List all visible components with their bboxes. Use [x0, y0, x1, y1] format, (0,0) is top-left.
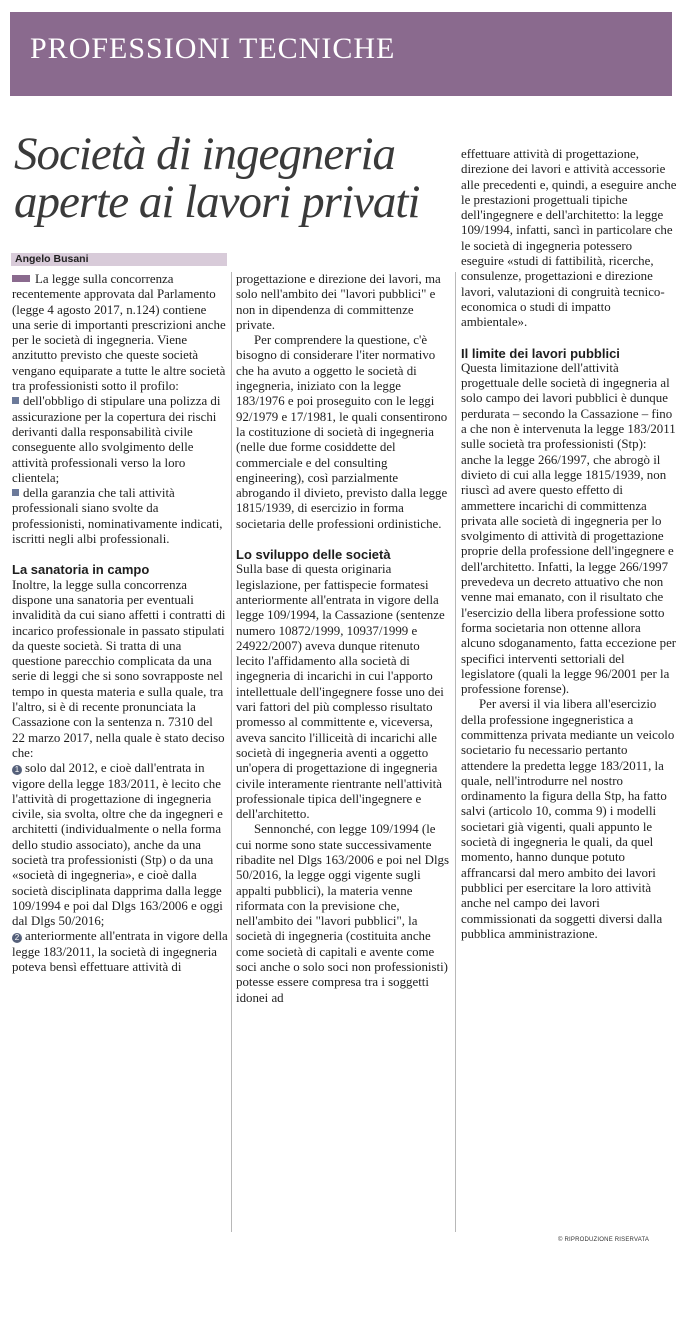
- column-1: [12, 272, 228, 975]
- paragraph: Sulla base di questa originaria legislazione, per fattispecie formatesi anteriormente all'entrata in vigore della legge 109/1994, la Cassazione (sentenze numero 10872/1999, 10937/1999 e 24922/2007) aveva dunque ritenuto lecito l'affidamento alla società di ingegneria di incarichi in cui l'apporto intellettuale dell'ingegnere fosse uno dei vari fattori del più complesso risultato promesso al committente e, viceversa, aveva sancito l'illiceità di incarichi alle società di ingegneria aventi a oggetto un'opera di progettazione di ingegneria civile interamente rientrante nell'attività professionale tipica dell'ingegnere e dell'architetto.: [236, 562, 445, 822]
- copyright-notice: © RIPRODUZIONE RISERVATA: [558, 1237, 650, 1243]
- author-name: Angelo Busani: [15, 253, 89, 265]
- paragraph: Sennonché, con legge 109/1994 (le cui norme sono state successivamente ribadite nel Dlgs 163/2006 e poi nel Dlgs 50/2016, la legge oggi vigente sugli appalti pubblici), la materia venne riformata con la previsione che, nell'ambito dei "lavori pubblici", la società di ingegneria (costituita anche come società di capitali e avente come soci anche o solo soci non professionisti) potesse essere compresa tra i soggetti idonei ad: [236, 822, 450, 1005]
- subheading: Lo sviluppo delle società: [236, 547, 391, 563]
- paragraph: Per aversi il via libera all'esercizio della professione ingegneristica a committenza privata mediante un veicolo societario fu necessario pertanto attendere la predetta legge 183/2011, la quale, nell'introdurre nel nostro ordinamento la figura della Stp, ha fatto salvi (articolo 10, comma 9) i modelli societari già vigenti, quali appunto le società di ingegneria le quali, da quel momento, hanno dunque potuto affrancarsi dal mero ambito dei lavori pubblici per esercitare la loro attività anche nel campo dei lavori commissionati da soggetti diversi dalla pubblica amministrazione.: [461, 697, 675, 941]
- section-banner: [10, 12, 672, 96]
- subheading: Il limite dei lavori pubblici: [461, 345, 620, 361]
- section-title: PROFESSIONI TECNICHE: [30, 32, 396, 65]
- bullet-square-icon: [12, 397, 19, 404]
- headline-line-2: aperte ai lavori privati: [14, 176, 420, 228]
- paragraph: Per comprendere la questione, c'è bisogno di considerare l'iter normativo che ha avuto a oggetto le società di ingegneria, iniziato con la legge 183/1976 e poi proseguito con le leggi 92/1979 e 17/1981, le quali consentirono la costituzione di società di ingegneria (nelle due forme cosiddette del commerciale e del consulting engineering), così parzialmente abrogando il divieto, previsto dalla legge 1815/1939, di esercizio in forma societaria delle professioni ordinistiche.: [236, 333, 448, 531]
- bullet-item: dell'obbligo di stipulare una polizza di assicurazione per la copertura dei rischi derivanti dalla responsabilità civile conseguente allo svolgimento delle attività professionali verso la loro clientela;: [12, 394, 221, 485]
- number-badge-icon: 1: [12, 765, 22, 775]
- column-divider: [231, 272, 232, 1232]
- subheading: La sanatoria in campo: [12, 562, 150, 578]
- paragraph: Questa limitazione dell'attività progettuale delle società di ingegneria al solo campo dei lavori pubblici è dunque perdurata – secondo la Cassazione – fino a che non è intervenuta la legge 183/2011 sulle società tra professionisti (Stp): anche la legge 266/1997, che abrogò il divieto di cui alla legge 1815/1939, non riuscì ad avere questo effetto di ammettere incarichi di committenza privata alle società di ingegneria per lo svolgimento di attività di progettazione proprie della professione dell'ingegnere e dell'architetto. Infatti, la legge 266/1997 prevedeva un decreto attuativo che non venne mai emanato, con il risultato che l'esercizio della libera professione sotto forma societaria non ottenne allora alcuno sdoganamento, fatta eccezione per specifici interventi settoriali del legislatore (quali la legge 96/2001 per la professione forense).: [461, 360, 677, 697]
- numbered-item: 2 anteriormente all'entrata in vigore della legge 183/2011, la società di ingegneria poteva bensì effettuare attività di: [12, 929, 228, 975]
- paragraph: Inoltre, la legge sulla concorrenza dispone una sanatoria per eventuali invalidità da cui siano affetti i contratti di incarico professionale in passato stipulati da queste società. Si tratta di una questione parecchio complicata da una serie di leggi che si sono sovrapposte nel tempo in questa materia e sulla quale, tra l'altro, si è di recente pronunciata la Cassazione con la sentenza n. 7310 del 22 marzo 2017, nella quale è stato deciso che:: [12, 577, 226, 760]
- numbered-item: 1 solo dal 2012, e cioè dall'entrata in vigore della legge 183/2011, è lecito che l'attività di progettazione di ingegneria civile, sia svolta, oltre che da ingegneri e architetti (individualmente o nella forma dello studio associato), anche da una società tra professionisti (Stp) o da una «società di ingegneria», e cioè dalla società disciplinata dapprima dalla legge 109/1994 e poi dal Dlgs 163/2006 e oggi dal Dlgs 50/2016;: [12, 761, 223, 929]
- paragraph: progettazione e direzione dei lavori, ma solo nell'ambito dei "lavori pubblici" e non in dipendenza di committenze private.: [236, 272, 441, 332]
- bullet-square-icon: [12, 489, 19, 496]
- headline-line-1: Società di ingegneria: [14, 128, 396, 180]
- number-badge-icon: 2: [12, 933, 22, 943]
- headline: [14, 130, 454, 226]
- bullet-item: della garanzia che tali attività professionali siano svolte da professionisti, nominativamente indicati, iscritti negli albi professionali.: [12, 486, 223, 547]
- intro-paragraph: La legge sulla concorrenza recentemente approvata dal Parlamento (legge 4 agosto 2017, n.124) contiene una serie di importanti prescrizioni anche per le società di ingegneria. Viene anzitutto previsto che queste società vengano equiparate a tutte le altre società tra professionisti sotto il profilo:: [12, 272, 226, 394]
- paragraph: effettuare attività di progettazione, direzione dei lavori e attività accessorie alle precedenti e, quindi, a eseguire anche le prestazioni progettuali tipiche dell'ingegnere e dell'architetto: la legge 109/1994, infatti, sancì in particolare che le società di ingegneria potessero eseguire «studi di fattibilità, ricerche, consulenze, progettazioni e direzione lavori, valutazioni di congruità tecnico-economica o studi di impatto ambientale».: [461, 147, 677, 330]
- column-divider: [455, 272, 456, 1232]
- section-marker-icon: [12, 275, 30, 282]
- column-3: [461, 147, 677, 942]
- byline: [11, 253, 227, 266]
- column-2: [236, 272, 451, 1006]
